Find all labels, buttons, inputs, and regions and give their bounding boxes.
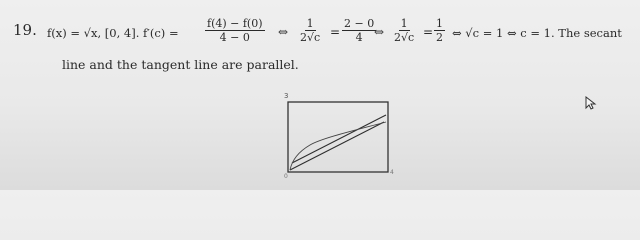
solution-conclusion: line and the tangent line are parallel.: [62, 57, 299, 72]
iff-symbol: ⇔: [374, 25, 385, 39]
fraction-slope: [342, 17, 376, 44]
equals-symbol: =: [423, 25, 434, 39]
problem-statement: f(x) = √x, [0, 4]. f′(c) =: [47, 26, 179, 40]
graph-origin-label: 0: [284, 173, 288, 180]
fraction-numerator: 2 − 0: [344, 17, 375, 30]
fraction-numerator: 1: [436, 17, 443, 30]
fraction-numerator: f(4) − f(0): [207, 17, 263, 30]
iff-symbol: ⇔: [278, 25, 289, 39]
fraction-derivative: [298, 17, 322, 44]
problem-number: 19.: [13, 21, 37, 39]
fraction-denominator: 2√c: [394, 31, 415, 44]
equals-symbol: =: [330, 25, 341, 39]
fraction-derivative-repeat: [392, 17, 416, 44]
solution-tail: ⇔ √c = 1 ⇔ c = 1. The secant: [452, 26, 622, 40]
tangent-line: [292, 115, 386, 163]
fraction-denominator: 4: [355, 31, 363, 44]
secant-line: [290, 122, 384, 170]
fraction-denominator: 2: [436, 31, 443, 44]
fraction-difference-quotient: [205, 17, 265, 44]
fraction-denominator: 2√c: [300, 31, 321, 44]
graph-x-tick: 4: [390, 169, 394, 176]
fraction-denominator: 4 − 0: [219, 31, 250, 44]
fraction-one-half: [434, 17, 445, 44]
fraction-numerator: 1: [400, 17, 408, 30]
sketch-graph: [276, 90, 402, 180]
graph-y-tick: 3: [284, 92, 289, 100]
mouse-cursor-icon: [585, 96, 597, 110]
graph-frame: [288, 102, 388, 172]
fraction-numerator: 1: [306, 17, 314, 30]
